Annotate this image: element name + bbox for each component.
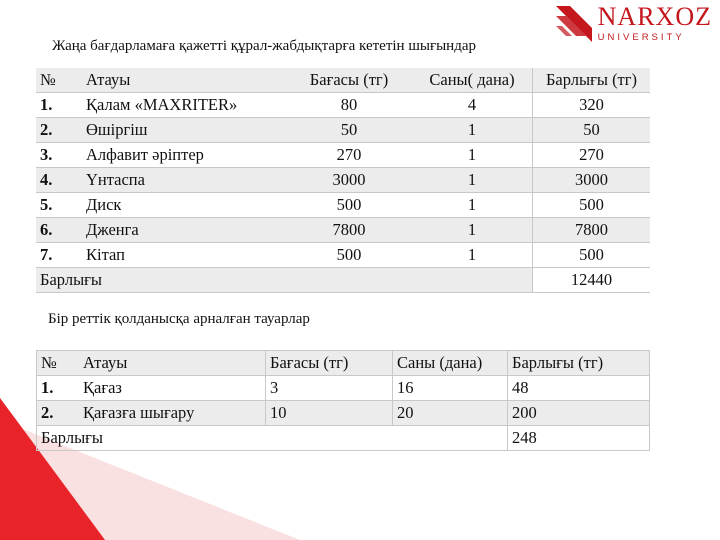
row-name: Қағаз [79,376,266,401]
narxoz-logo [556,4,712,43]
row-number: 7. [40,245,53,264]
table-total-row [36,268,650,293]
table-row [37,376,650,401]
equipment-costs-table [36,68,650,293]
row-number: 6. [40,220,53,239]
logo-name: NARXOZ [597,2,712,31]
row-name: Алфавит әріптер [86,145,204,164]
header-quantity: Саны (дана) [393,351,508,376]
row-total: 270 [533,143,651,168]
table-row [36,243,650,268]
header-total: Барлығы (тг) [533,68,651,93]
table-header-row [37,351,650,376]
row-price: 270 [336,145,362,164]
header-name: Атауы [86,70,131,89]
table-row [36,193,650,218]
single-use-goods-table [36,350,650,451]
total-label: Барлығы [36,268,533,293]
row-total: 500 [533,193,651,218]
table-row [36,143,650,168]
row-quantity: 20 [393,401,508,426]
narxoz-logo-icon [556,6,592,42]
header-name: Атауы [79,351,266,376]
row-quantity: 1 [467,145,477,164]
header-number: № [37,351,80,376]
row-total: 500 [533,243,651,268]
row-price: 10 [266,401,393,426]
row-quantity: 1 [467,120,477,139]
row-price: 50 [340,120,358,139]
logo-subtitle: UNIVERSITY [597,32,685,43]
row-quantity: 1 [467,170,477,189]
row-quantity: 4 [467,95,477,114]
row-number: 2. [37,401,80,426]
table-row [36,168,650,193]
row-quantity: 1 [467,195,477,214]
header-total: Барлығы (тг) [508,351,650,376]
row-total: 3000 [533,168,651,193]
table-row [36,218,650,243]
row-number: 2. [40,120,53,139]
row-total: 48 [508,376,650,401]
row-name: Диск [86,195,122,214]
row-price: 500 [336,245,362,264]
table-row [37,401,650,426]
row-number: 1. [37,376,80,401]
table-header-row [36,68,650,93]
row-total: 200 [508,401,650,426]
row-quantity: 1 [467,245,477,264]
header-price: Бағасы (тг) [266,351,393,376]
row-price: 80 [340,95,358,114]
header-quantity: Саны( дана) [429,70,515,89]
row-number: 5. [40,195,53,214]
row-price: 3000 [332,170,366,189]
row-number: 4. [40,170,53,189]
total-value: 248 [508,426,650,451]
row-price: 3 [266,376,393,401]
row-name: Үнтаспа [86,170,145,189]
row-price: 7800 [332,220,366,239]
row-quantity: 16 [393,376,508,401]
total-label: Барлығы [37,426,508,451]
row-name: Өшіргіш [86,120,148,139]
row-number: 3. [40,145,53,164]
table2-title: Бір реттік қолданысқа арналған тауарлар [48,311,310,327]
row-name: Қалам «MAXRITER» [86,95,238,114]
total-value: 12440 [533,268,651,293]
table1-title: Жаңа бағдарламаға қажетті құрал-жабдықтарға кететін шығындар [52,38,476,54]
row-total: 320 [533,93,651,118]
row-price: 500 [336,195,362,214]
row-total: 50 [533,118,651,143]
row-name: Қағазға шығару [79,401,266,426]
row-name: Кітап [86,245,125,264]
table-total-row [37,426,650,451]
header-price: Бағасы (тг) [309,70,389,89]
table-row [36,118,650,143]
header-number: № [40,70,56,89]
row-name: Дженга [86,220,139,239]
table-row [36,93,650,118]
row-quantity: 1 [467,220,477,239]
row-number: 1. [40,95,53,114]
row-total: 7800 [533,218,651,243]
